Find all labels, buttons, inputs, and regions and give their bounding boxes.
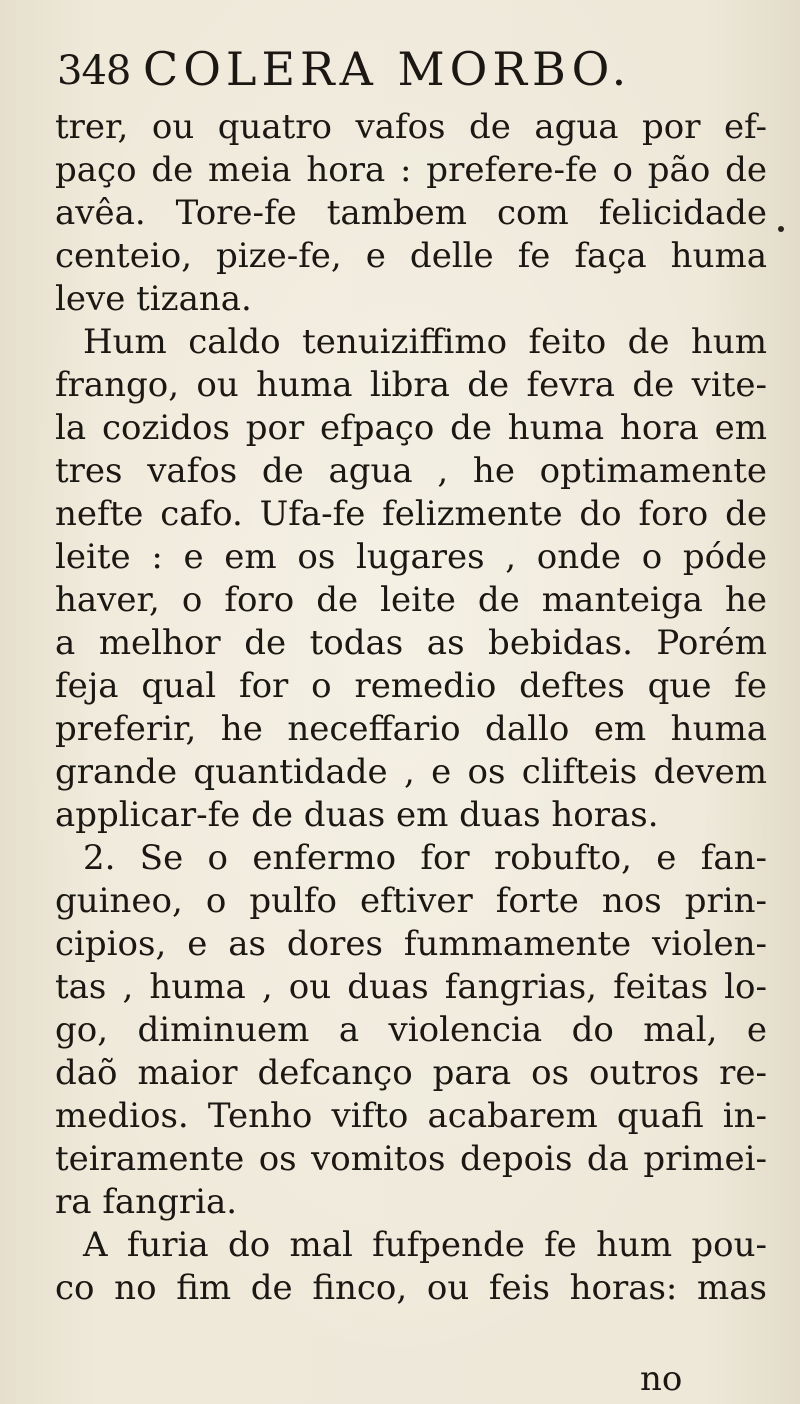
text-line: nefte cafo. Ufa-fe felizmente do foro de [55,494,767,534]
text-line: grande quantidade , e os clifteis devem [55,752,767,792]
paragraph-start: Hum caldo tenuiziffimo feito de hum [83,322,767,362]
text-line: leve tizana. [55,279,252,319]
page-header [57,42,697,112]
text-line: centeio, pize-fe, e delle fe faça huma [55,236,767,276]
text-line: daõ maior defcanço para os outros re- [55,1053,767,1093]
text-line: frango, ou huma libra de fevra de vite- [55,365,767,405]
text-line: cipios, e as dores fummamente violen- [55,924,767,964]
text-line: paço de meia hora : prefere-fe o pão de [55,150,767,190]
text-line: avêa. Tore-fe tambem com felicidade [55,193,767,233]
text-line: preferir, he neceffario dallo em huma [55,709,767,749]
text-line: feja qual for o remedio deftes que fe [55,666,767,706]
text-line: applicar-fe de duas em duas horas. [55,795,659,835]
body-text [55,106,767,1310]
text-line: go, diminuem a violencia do mal, e [55,1010,767,1050]
catchword: no [640,1359,683,1399]
text-line: trer, ou quatro vafos de agua por ef- [55,107,767,147]
page-number: 348 [57,48,131,94]
text-line: leite : e em os lugares , onde o póde [55,537,767,577]
text-line: medios. Tenho vifto acabarem quafi in- [55,1096,767,1136]
paragraph-start: 2. Se o enfermo for robufto, e fan- [83,838,767,878]
text-line: haver, o foro de leite de manteiga he [55,580,767,620]
text-line: tas , huma , ou duas fangrias, feitas lo- [55,967,767,1007]
text-line: tres vafos de agua , he optimamente [55,451,767,491]
text-line: teiramente os vomitos depois da primei- [55,1139,767,1179]
text-line: ra fangria. [55,1182,238,1222]
ink-speck [778,226,784,232]
text-line: a melhor de todas as bebidas. Porém [55,623,767,663]
running-title: COLERA MORBO. [143,42,632,96]
paragraph-start: A furia do mal fufpende fe hum pou- [83,1225,767,1265]
text-line: guineo, o pulfo eftiver forte nos prin- [55,881,767,921]
text-line: co no fim de finco, ou feis horas: mas [55,1268,767,1308]
text-line: la cozidos por efpaço de huma hora em [55,408,767,448]
